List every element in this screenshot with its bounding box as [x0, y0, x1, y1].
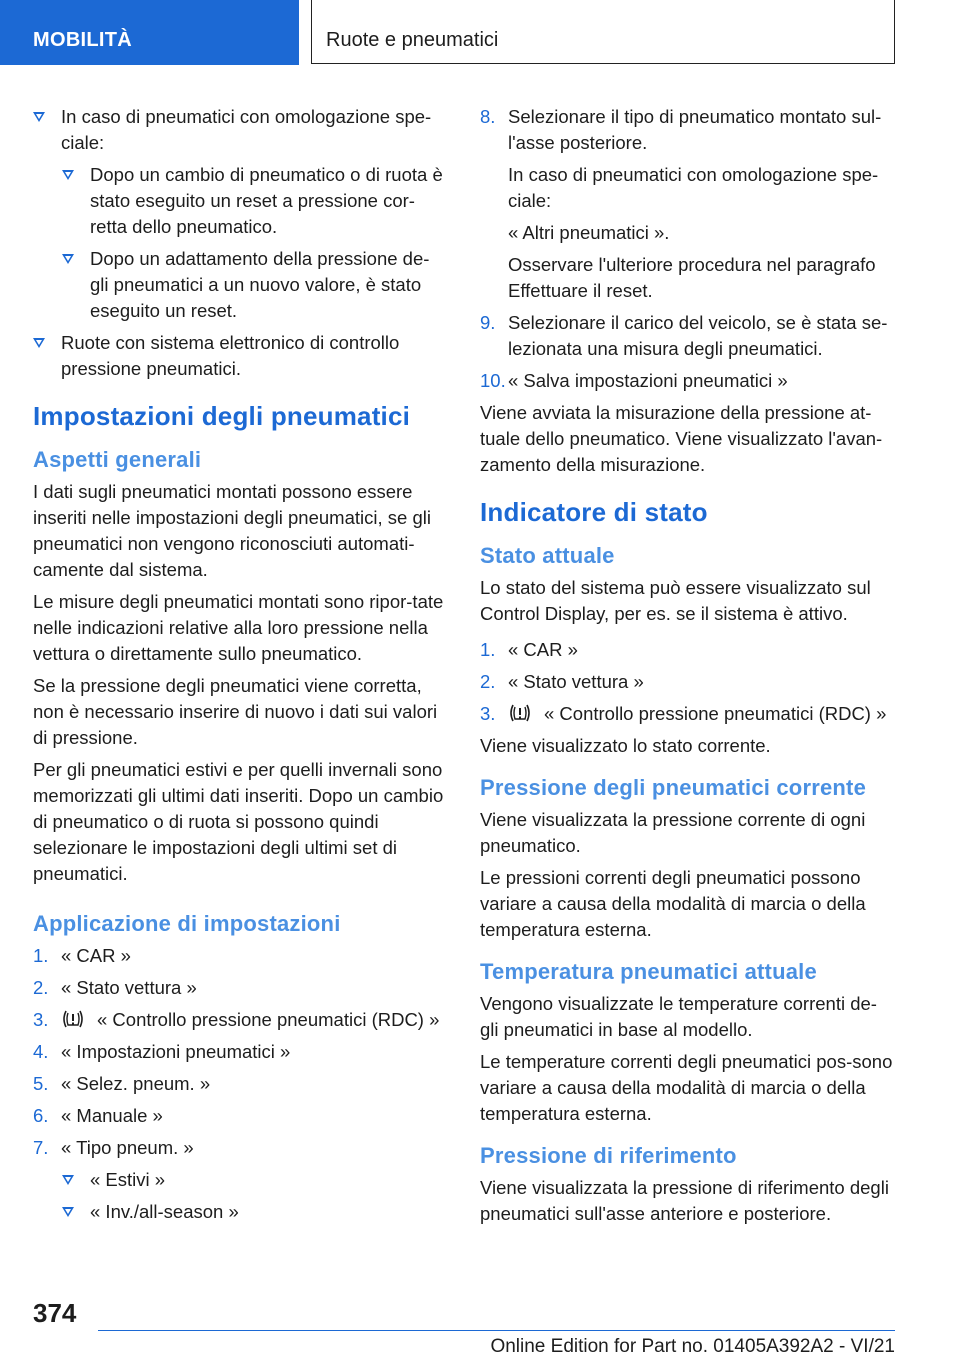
triangle-bullet-icon	[33, 338, 45, 348]
step-item: 1. « CAR »	[33, 943, 447, 969]
step-number: 1.	[33, 945, 49, 966]
section-heading: Indicatore di stato	[480, 497, 708, 527]
step-item: 3. « Controllo pressione pneumatici (RDC) »	[33, 1007, 447, 1033]
step-number: 9.	[480, 312, 496, 333]
chapter-tab	[311, 0, 895, 64]
paragraph: Osservare l'ulteriore procedura nel paragrafo Effettuare il reset.	[508, 254, 876, 301]
step-item: 5. « Selez. pneum. »	[33, 1071, 447, 1097]
step-number: 3.	[480, 703, 496, 724]
step-number: 3.	[33, 1009, 49, 1030]
subsection-heading: Applicazione di impostazioni	[33, 911, 341, 936]
step-item: 1. « CAR »	[480, 637, 894, 663]
tire-warning-icon	[508, 703, 532, 723]
paragraph: Viene visualizzata la pressione corrente di ogni pneumatico.	[480, 809, 866, 856]
list-item: « Estivi »	[62, 1167, 447, 1193]
step-number: 2.	[480, 671, 496, 692]
step-item: 8. Selezionare il tipo di pneumatico montato sul-l'asse posteriore.	[480, 106, 882, 153]
left-column	[33, 104, 447, 1231]
paragraph: Le temperature correnti degli pneumatici pos-sono variare a causa della modalità di marcia o della temperatura esterna.	[480, 1051, 893, 1124]
section-heading: Impostazioni degli pneumatici	[33, 401, 411, 431]
triangle-bullet-icon	[62, 170, 74, 180]
paragraph: Per gli pneumatici estivi e per quelli invernali sono memorizzati gli ultimi dati inseriti. Dopo un cambio di pneumatico o di ruota si possono quindi selezionare le impostazioni degli ultimi set di pneumatici.	[33, 759, 444, 884]
list-item: Ruote con sistema elettronico di controllo pressione pneumatici.	[33, 330, 447, 382]
step-item: 2. « Stato vettura »	[480, 669, 894, 695]
paragraph: Vengono visualizzate le temperature correnti de-gli pneumatici in base al modello.	[480, 993, 877, 1040]
step-number: 5.	[33, 1073, 49, 1094]
paragraph: Viene visualizzato lo stato corrente.	[480, 735, 771, 756]
paragraph: « Altri pneumatici ».	[508, 222, 670, 243]
page-number: 374	[33, 1298, 77, 1328]
paragraph: In caso di pneumatici con omologazione spe-ciale:	[508, 164, 879, 211]
paragraph: Viene visualizzata la pressione di riferimento degli pneumatici sull'asse anteriore e posteriore.	[480, 1177, 889, 1224]
subsection-heading: Stato attuale	[480, 543, 615, 568]
list-item: Dopo un cambio di pneumatico o di ruota è stato eseguito un reset a pressione cor-retta dello pneumatico.	[62, 162, 447, 240]
step-number: 7.	[33, 1137, 49, 1158]
edition-note: Online Edition for Part no. 01405A392A2 - VI/21	[490, 1336, 895, 1357]
paragraph: Viene avviata la misurazione della pressione at-tuale dello pneumatico. Viene visualizzato l'avan-zamento della misurazione.	[480, 402, 883, 475]
paragraph: Le pressioni correnti degli pneumatici possono variare a causa della modalità di marcia o della temperatura esterna.	[480, 867, 866, 940]
paragraph: Lo stato del sistema può essere visualizzato sul Control Display, per es. se il sistema è attivo.	[480, 577, 871, 624]
step-item: 4. « Impostazioni pneumatici »	[33, 1039, 447, 1065]
section-tab	[0, 0, 299, 65]
step-item: 3. « Controllo pressione pneumatici (RDC) »	[480, 701, 894, 727]
step-item: 6. « Manuale »	[33, 1103, 447, 1129]
section-title: MOBILITÀ	[33, 29, 133, 51]
step-number: 2.	[33, 977, 49, 998]
subsection-heading: Aspetti generali	[33, 447, 202, 472]
list-item: In caso di pneumatici con omologazione spe-ciale:	[33, 104, 447, 156]
subsection-heading: Pressione di riferimento	[480, 1143, 737, 1168]
subsection-heading: Pressione degli pneumatici corrente	[480, 775, 867, 800]
footer-divider	[98, 1330, 895, 1331]
step-number: 6.	[33, 1105, 49, 1126]
paragraph: Se la pressione degli pneumatici viene corretta, non è necessario inserire di nuovo i dati sui valori di pressione.	[33, 675, 438, 748]
step-number: 8.	[480, 106, 496, 127]
step-number: 10.	[480, 370, 506, 391]
step-number: 1.	[480, 639, 496, 660]
step-item: 9. Selezionare il carico del veicolo, se è stata se-lezionata una misura degli pneumatici.	[480, 312, 888, 359]
triangle-bullet-icon	[33, 112, 45, 122]
chapter-title: Ruote e pneumatici	[326, 29, 499, 51]
paragraph: I dati sugli pneumatici montati possono essere inseriti nelle impostazioni degli pneumatici, se gli pneumatici non vengono riconosciuti automati-camente dal sistema.	[33, 481, 431, 580]
subsection-heading: Temperatura pneumatici attuale	[480, 959, 817, 984]
triangle-bullet-icon	[62, 1207, 74, 1217]
step-number: 4.	[33, 1041, 49, 1062]
right-column	[480, 104, 894, 1233]
triangle-bullet-icon	[62, 1175, 74, 1185]
step-item: 10. « Salva impostazioni pneumatici »	[480, 368, 894, 394]
tire-warning-icon	[61, 1009, 85, 1029]
list-item: « Inv./all-season »	[62, 1199, 447, 1225]
step-item: 7. « Tipo pneum. »	[33, 1135, 447, 1161]
list-item: Dopo un adattamento della pressione de-gli pneumatici a un nuovo valore, è stato eseguito un reset.	[62, 246, 447, 324]
step-item: 2. « Stato vettura »	[33, 975, 447, 1001]
paragraph: Le misure degli pneumatici montati sono ripor-tate nelle indicazioni relative alla loro pressione nella vettura o direttamente sullo pneumatico.	[33, 591, 444, 664]
triangle-bullet-icon	[62, 254, 74, 264]
